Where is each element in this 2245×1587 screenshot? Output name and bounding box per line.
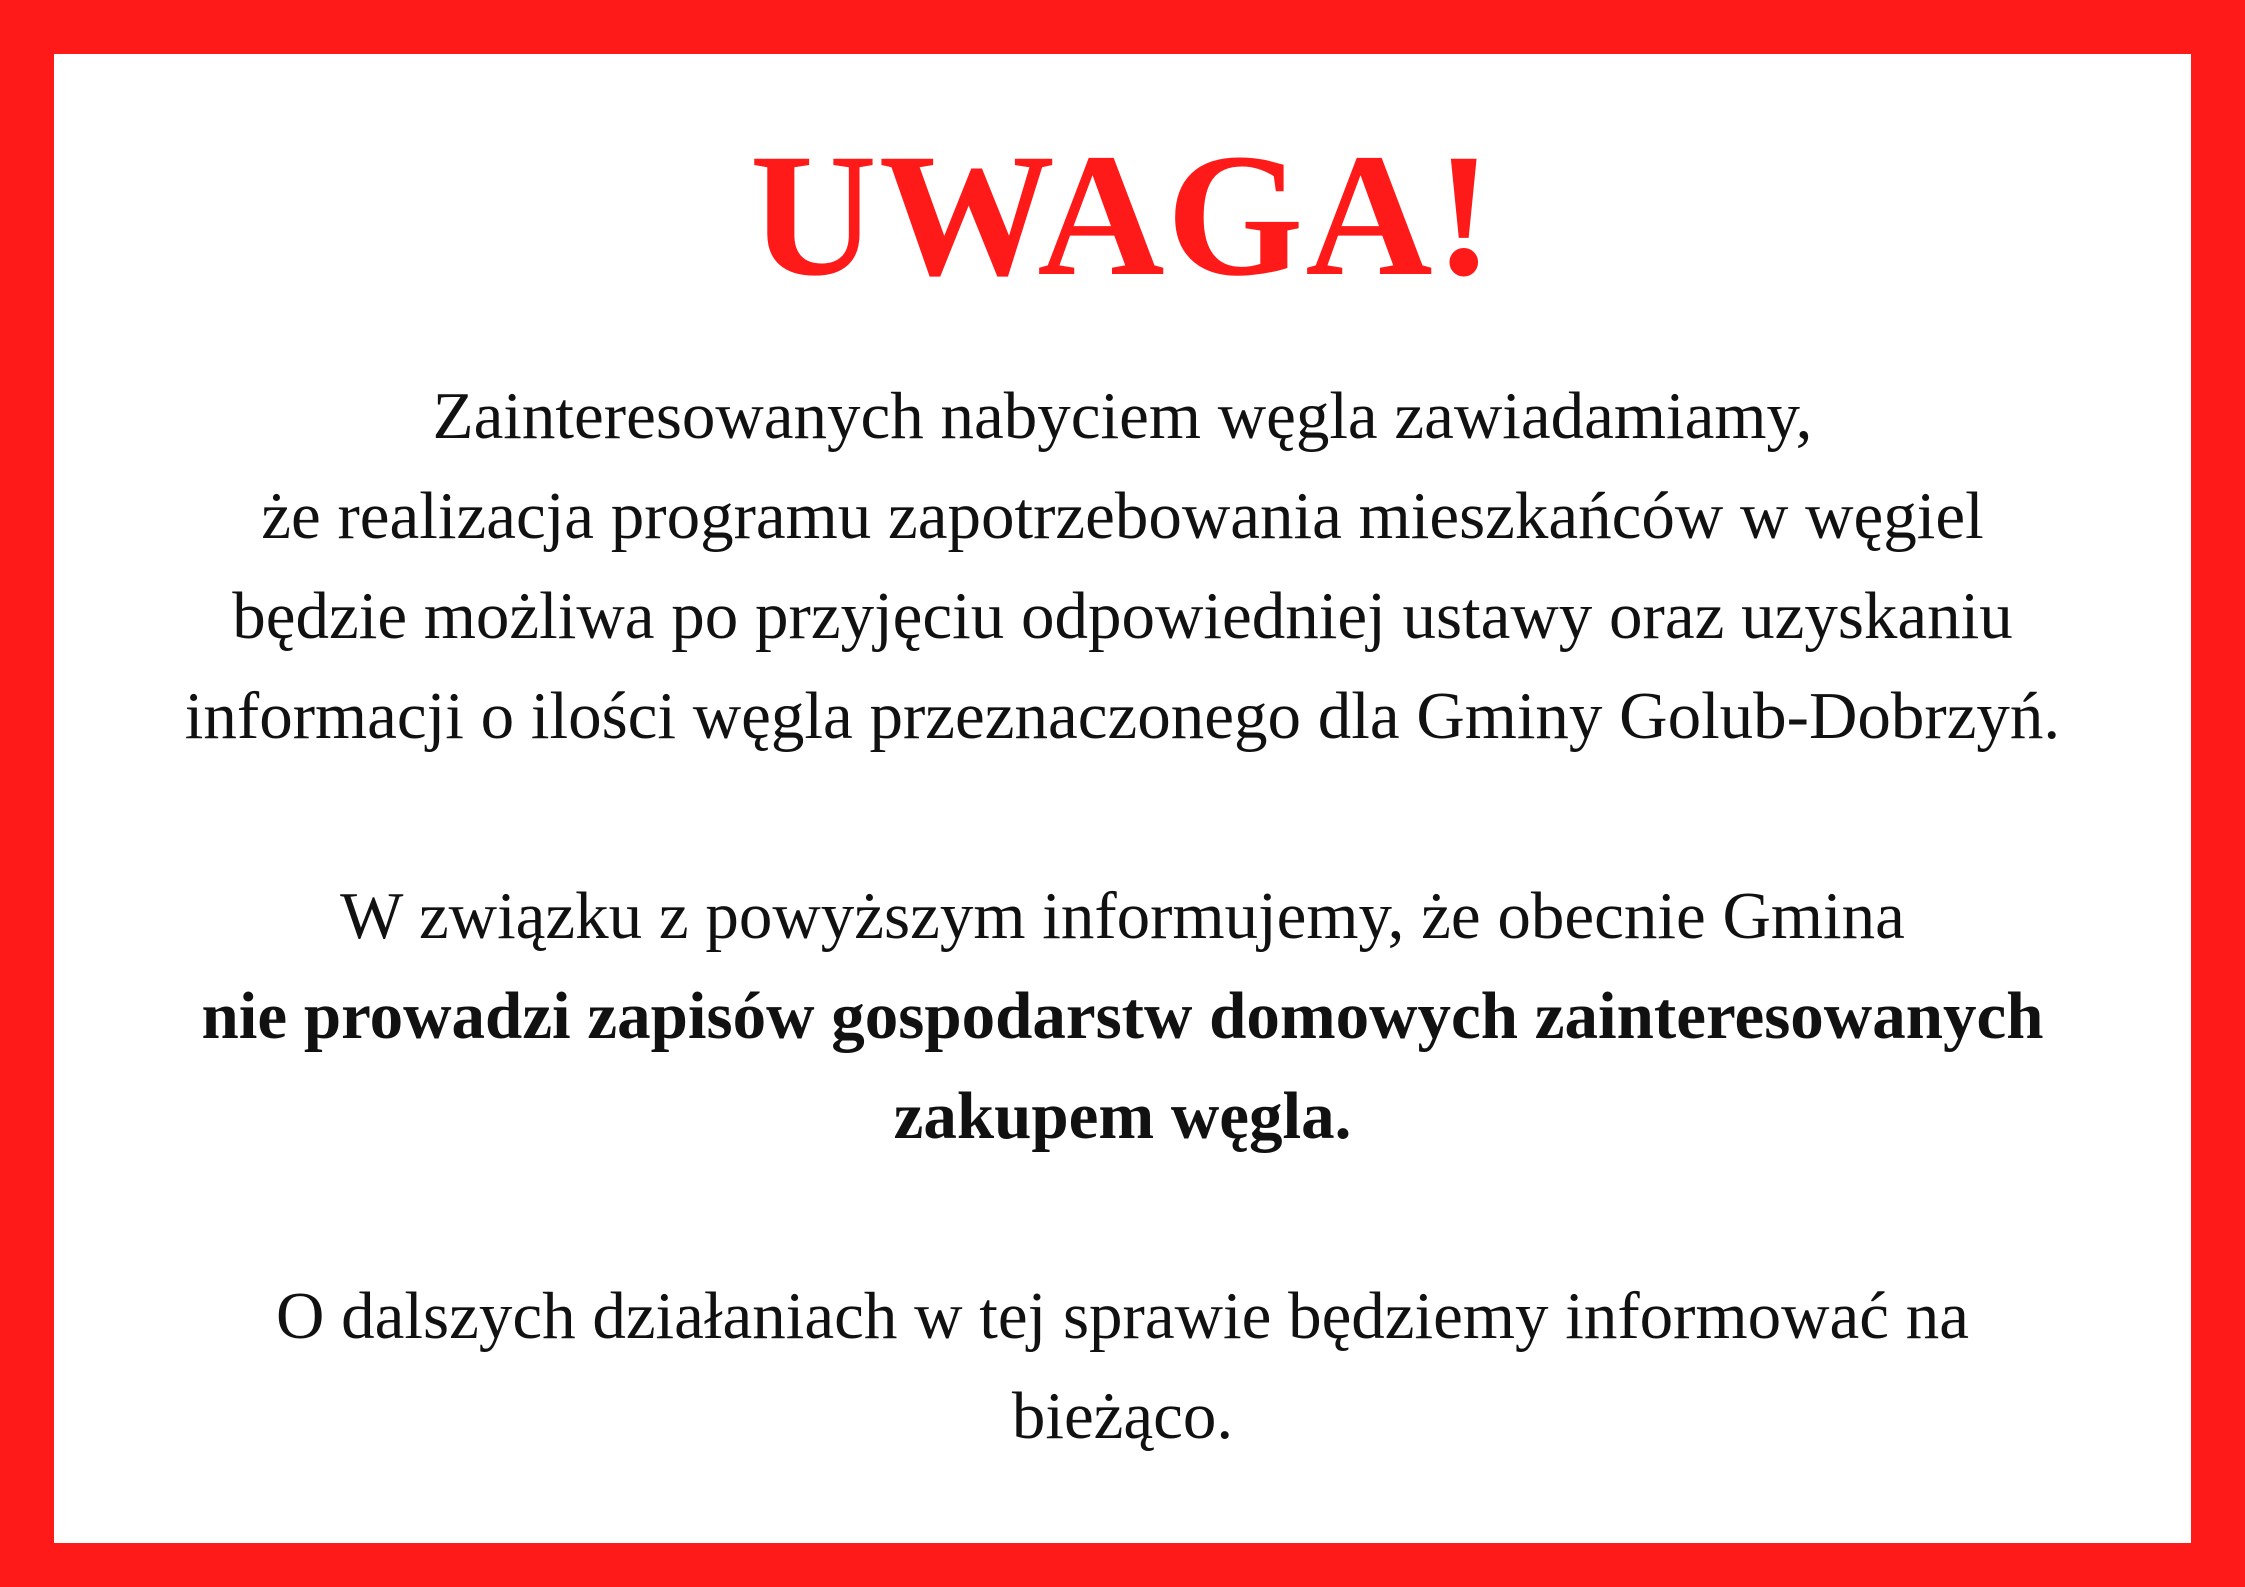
paragraph-3-line-2: bieżąco.	[1011, 1379, 1234, 1453]
paragraph-2-bold-line-3: zakupem węgla.	[893, 1079, 1352, 1153]
notice-title: UWAGA!	[749, 118, 1496, 313]
paragraph-information	[108, 866, 2137, 1166]
notice-content	[108, 108, 2137, 1499]
paragraph-3-line-1: O dalszych działaniach w tej sprawie będziemy informować na	[276, 1279, 1969, 1353]
paragraph-2-line-1: W związku z powyższym informujemy, że obecnie Gmina	[340, 879, 1905, 953]
paragraph-announcement	[108, 366, 2137, 766]
paragraph-1-line-3: będzie możliwa po przyjęciu odpowiedniej ustawy oraz uzyskaniu	[232, 579, 2013, 653]
paragraph-closing	[108, 1266, 2137, 1466]
paragraph-1-line-2: że realizacja programu zapotrzebowania mieszkańców w węgiel	[261, 479, 1984, 553]
paragraph-2-bold-line-2: nie prowadzi zapisów gospodarstw domowych zainteresowanych	[201, 979, 2044, 1053]
paragraph-1-line-4: informacji o ilości węgla przeznaczonego dla Gminy Golub-Dobrzyń.	[184, 679, 2061, 753]
paragraph-1-line-1: Zainteresowanych nabyciem węgla zawiadamiamy,	[432, 379, 1813, 453]
